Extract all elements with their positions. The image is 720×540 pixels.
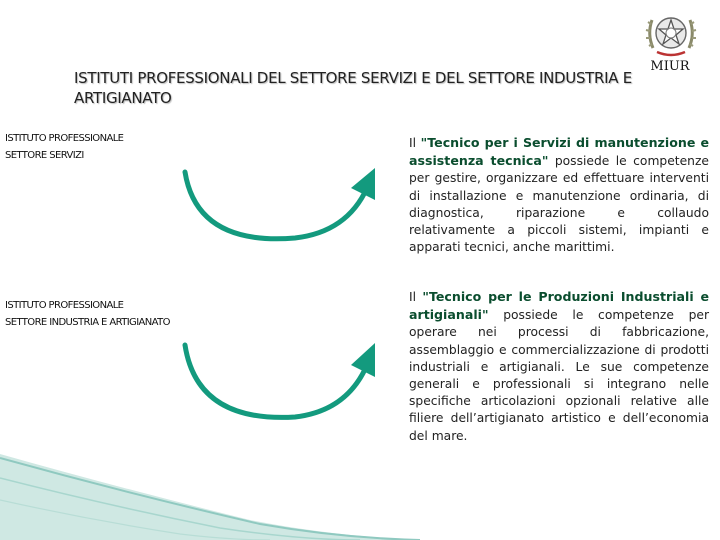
decorative-wave bbox=[0, 448, 720, 540]
label-line: ISTITUTO PROFESSIONALE bbox=[5, 300, 124, 311]
profile-title-highlight: "Tecnico per le Produzioni Industriali e artigianali" bbox=[409, 289, 710, 323]
profile-title-highlight: "Tecnico per i Servizi di manutenzione e assistenza tecnica" bbox=[409, 135, 709, 169]
curved-arrow-icon bbox=[175, 335, 390, 430]
label-line: SETTORE INDUSTRIA E ARTIGIANATO bbox=[5, 317, 170, 328]
section-industria-label bbox=[5, 297, 205, 331]
description-industria bbox=[409, 288, 709, 445]
description-body: possiede le competenze per gestire, organizzare ed effettuare interventi di installazione e manutenzione ordinaria, di diagnostica, riparazione e collaudo relativamente a piccoli sistemi, impianti e apparati tecnici, anche marittimi. bbox=[409, 154, 709, 255]
description-prefix: Il bbox=[409, 136, 421, 150]
emblem-of-italy-icon bbox=[643, 4, 699, 60]
label-line: ISTITUTO PROFESSIONALE bbox=[5, 133, 124, 144]
label-line: SETTORE SERVIZI bbox=[5, 150, 84, 161]
description-body: possiede le competenze per operare nei processi di fabbricazione, assemblaggio e commercializzazione di prodotti industriali e artigianali. Le sue competenze generali e professionali si integrano nelle specifiche articolazioni opzionali relative alle filiere dell’artigianato artistico e dell’economia del mare. bbox=[409, 308, 709, 443]
description-prefix: Il bbox=[409, 290, 423, 304]
page-title: ISTITUTI PROFESSIONALI DEL SETTORE SERVIZI E DEL SETTORE INDUSTRIA E ARTIGIANATO bbox=[74, 69, 632, 107]
curved-arrow-icon bbox=[175, 160, 390, 250]
section-servizi-label bbox=[5, 130, 185, 164]
description-servizi bbox=[409, 134, 709, 256]
miur-logo-text: MIUR bbox=[650, 59, 690, 74]
